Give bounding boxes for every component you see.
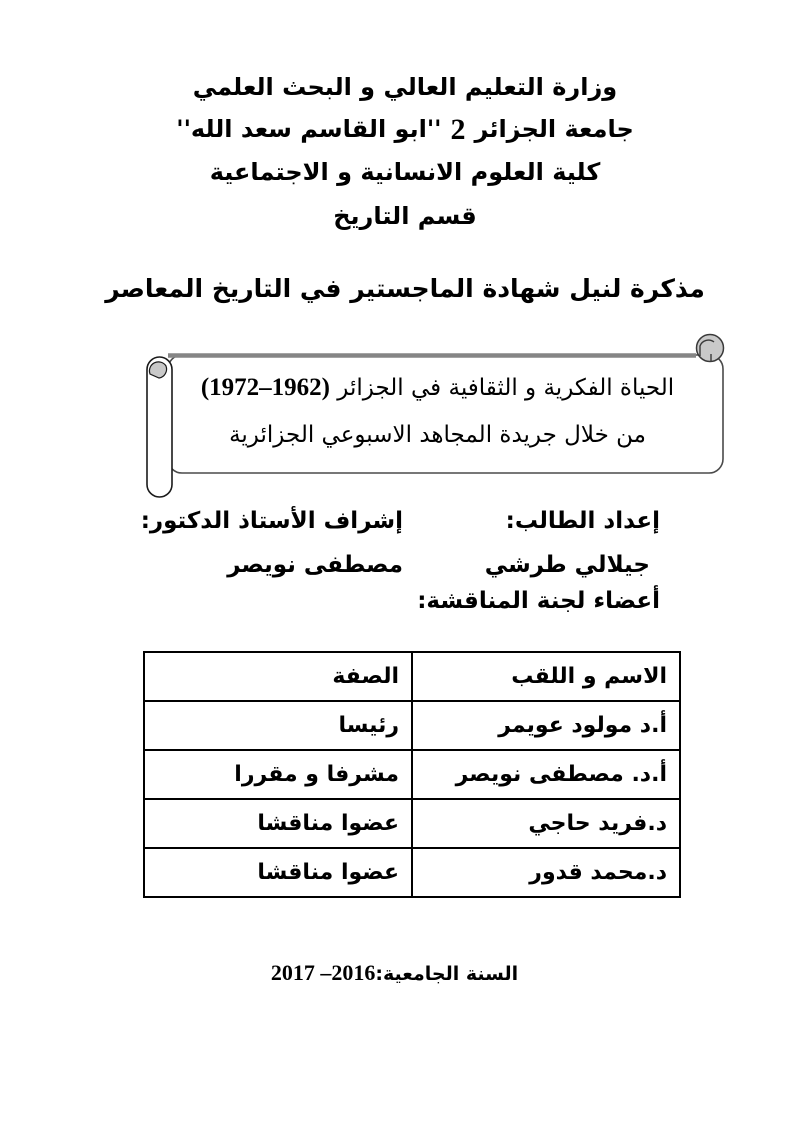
academic-year-label: السنة الجامعية: (375, 963, 519, 985)
member-role: عضوا مناقشا (144, 799, 412, 848)
ministry-line: وزارة التعليم العالي و البحث العلمي (192, 73, 618, 101)
member-role: عضوا مناقشا (144, 848, 412, 897)
scroll-top-right-curl (697, 335, 724, 362)
member-role: رئيسا (144, 701, 412, 750)
member-name: د.محمد قدور (412, 848, 680, 897)
faculty-line: كلية العلوم الانسانية و الاجتماعية (209, 158, 601, 186)
supervisor-name: مصطفى نويصر (227, 552, 403, 578)
department-line: قسم التاريخ (333, 202, 477, 230)
table-row (144, 848, 680, 897)
university-number: 2 (450, 113, 466, 146)
committee-label: أعضاء لجنة المناقشة: (417, 588, 660, 614)
table-row (144, 750, 680, 799)
committee-table (143, 651, 681, 898)
member-role: مشرفا و مقررا (144, 750, 412, 799)
student-name: جيلالي طرشي (484, 552, 650, 578)
thesis-subtitle: من خلال جريدة المجاهد الاسبوعي الجزائرية (229, 422, 646, 448)
university-line (20, 110, 789, 149)
thesis-title-years: (1962–1972) (200, 374, 330, 401)
table-row (144, 799, 680, 848)
member-name: أ.د مولود عويمر (412, 701, 680, 750)
academic-year-value: 2016– 2017 (270, 960, 376, 985)
thesis-title (165, 374, 710, 402)
supervisor-label: إشراف الأستاذ الدكتور: (140, 508, 403, 534)
table-row (144, 701, 680, 750)
member-name: أ.د. مصطفى نويصر (412, 750, 680, 799)
thesis-title-text: الحياة الفكرية و الثقافية في الجزائر (337, 375, 675, 401)
header-cell-name: الاسم و اللقب (412, 652, 680, 701)
student-label: إعداد الطالب: (505, 508, 660, 534)
academic-year (0, 960, 789, 986)
scroll-body (168, 355, 723, 473)
member-name: د.فريد حاجي (412, 799, 680, 848)
university-epithet: ''ابو القاسم سعد الله'' (176, 115, 442, 143)
table-header-row (144, 652, 680, 701)
degree-note: مذكرة لنيل شهادة الماجستير في التاريخ المعاصر (105, 274, 705, 303)
university-name: جامعة الجزائر (474, 115, 634, 143)
header-cell-role: الصفة (144, 652, 412, 701)
scroll-banner-graphic (130, 330, 730, 505)
